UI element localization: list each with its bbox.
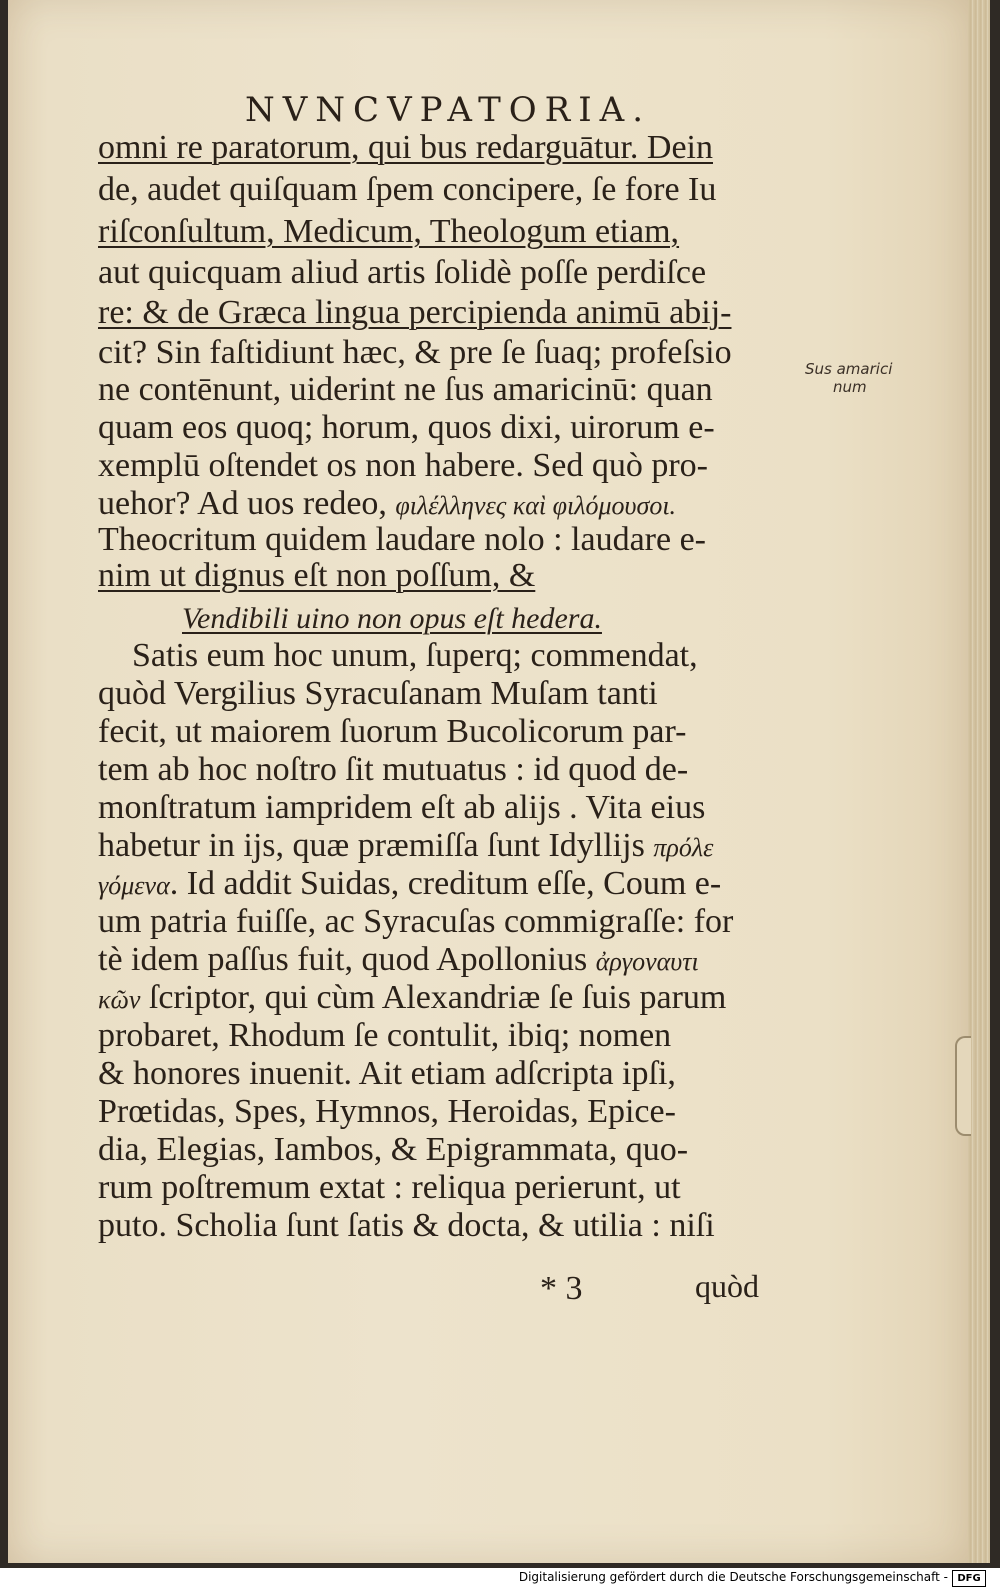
funding-credit: Digitalisierung gefördert durch die Deutsche Forschungsgemeinschaft - (518, 1570, 948, 1584)
text-line: Prœtidas, Spes, Hymnos, Heroidas, Epice- (98, 1093, 676, 1130)
text-line: dia, Elegias, Iambos, & Epigrammata, quo- (98, 1131, 689, 1168)
quoted-proverb: Vendibili uino non opus eſt hedera. (182, 602, 602, 635)
greek-word: πρόλε (653, 833, 714, 862)
footer-bar (0, 1568, 1000, 1589)
text-line: γόμενα. Id addit Suidas, creditum eſſe, Coum e- (98, 865, 722, 902)
text-line: um patria fuiſſe, ac Syracuſas commigraſſe: for (98, 903, 734, 940)
text-line: Satis eum hoc unum, ſuperq; commendat, (132, 637, 698, 674)
text-line: fecit, ut maiorem ſuorum Bucolicorum par- (98, 713, 687, 750)
text-line: quam eos quoq; horum, quos dixi, uirorum e- (98, 409, 715, 446)
text-line: re: & de Græca lingua percipienda animū abij- (98, 294, 732, 331)
text-line: monſtratum iampridem eſt ab alijs . Vita eius (98, 789, 706, 826)
text-line: nim ut dignus eſt non poſſum, & (98, 557, 536, 594)
marginal-line: num (833, 378, 867, 396)
binding-clasp (955, 1036, 971, 1136)
text-line: rum poſtremum extat : reliqua perierunt, ut (98, 1169, 681, 1206)
text-line: quòd Vergilius Syracuſanam Muſam tanti (98, 675, 658, 712)
text-line: riſconſultum, Medicum, Theologum etiam, (98, 213, 680, 250)
catchword: quòd (695, 1268, 759, 1304)
running-header: NVNCVPATORIA. (245, 90, 652, 130)
text-line: & honores inuenit. Ait etiam adſcripta ipſi, (98, 1055, 676, 1092)
text-line: ne contēnunt, uiderint ne ſus amaricinū: quan (98, 371, 713, 408)
text-line: xemplū oſtendet os non habere. Sed quò pro- (98, 447, 708, 484)
text-line: probaret, Rhodum ſe contulit, ibiq; nomen (98, 1017, 672, 1054)
greek-phrase: φιλέλληνες καὶ φιλόμουσοι. (395, 491, 677, 520)
greek-word: γόμενα (98, 871, 170, 900)
text-line: uehor? Ad uos redeo, φιλέλληνες καὶ φιλόμουσοι. (98, 485, 677, 522)
greek-word: ἀργοναυτι (595, 947, 699, 976)
text-line: omni re paratorum, qui bus redarguātur. Dein (98, 129, 713, 166)
marginal-line: Sus amarici (805, 360, 893, 378)
text-line: aut quicquam aliud artis ſolidè poſſe perdiſce (98, 254, 707, 291)
text-line: cit? Sin faſtidiunt hæc, & pre ſe ſuaq; profeſsio (98, 334, 732, 371)
text-line: puto. Scholia ſunt ſatis & docta, & utilia : niſi (98, 1207, 715, 1244)
text-line: de, audet quiſquam ſpem concipere, ſe fore Iu (98, 171, 717, 208)
signature-mark: * 3 (540, 1270, 583, 1307)
dfg-logo: DFG (952, 1570, 986, 1587)
greek-word: κῶν (98, 985, 141, 1014)
marginal-annotation (805, 360, 892, 396)
text-line: tem ab hoc noſtro ſit mutuatus : id quod de- (98, 751, 689, 788)
page-edges (968, 0, 990, 1563)
text-line: κῶν ſcriptor, qui cùm Alexandriæ ſe ſuis parum (98, 979, 727, 1016)
text-line: tè idem paſſus fuit, quod Apollonius ἀργοναυτι (98, 941, 699, 978)
text-line: habetur in ijs, quæ præmiſſa ſunt Idyllijs πρόλε (98, 827, 714, 864)
text-line: Theocritum quidem laudare nolo : laudare e- (98, 521, 706, 558)
